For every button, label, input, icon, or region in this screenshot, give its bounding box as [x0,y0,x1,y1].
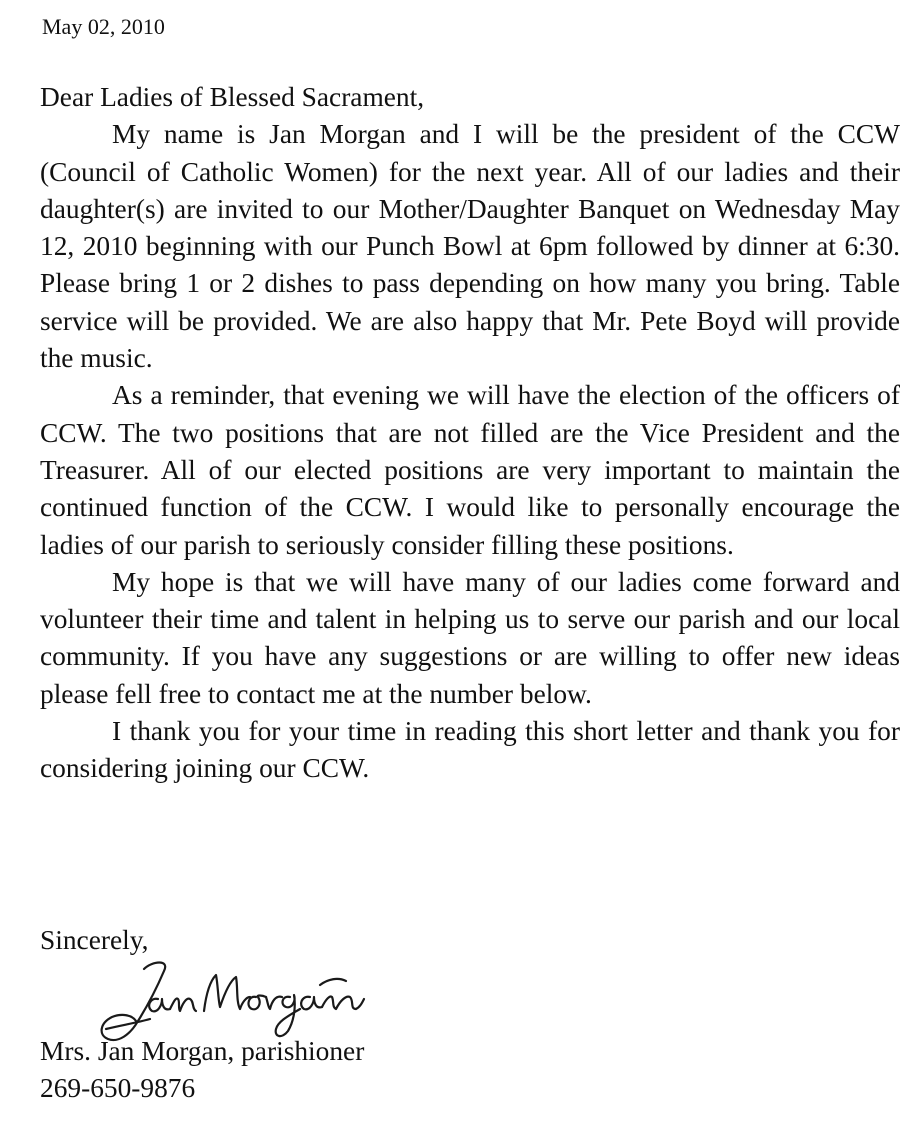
paragraph-volunteer: My hope is that we will have many of our ladies come forward and volunteer their time and talent in helping us to serve our parish and our local community. If you have any suggestions or are willing to offer new ideas please fell free to contact me at the number below. [40,566,900,709]
paragraph-intro: My name is Jan Morgan and I will be the president of the CCW (Council of Catholic Women) for the next year. All of our ladies and their daughter(s) are invited to our Mother/Daughter Banquet on Wednesday May 12, 2010 beginning with our Punch Bowl at 6pm followed by dinner at 6:30. Please bring 1 or 2 dishes to pass depending on how many you bring. Table service will be provided. We are also happy that Mr. Pete Boyd will provide the music. [40,119,900,374]
salutation: Dear Ladies of Blessed Sacrament, [40,82,425,112]
closing: Sincerely, [40,925,149,955]
signer-name: Mrs. Jan Morgan, parishioner [40,1036,365,1066]
letter-date: May 02, 2010 [42,14,165,39]
paragraph-thanks: I thank you for your time in reading this short letter and thank you for considering joining our CCW. [40,716,900,784]
phone-number: 269-650-9876 [40,1073,196,1103]
letter-body [40,79,900,788]
paragraph-election: As a reminder, that evening we will have the election of the officers of CCW. The two positions that are not filled are the Vice President and the Treasurer. All of our elected positions are very important to maintain the continued function of the CCW. I would like to personally encourage the ladies of our parish to seriously consider filling these positions. [40,380,900,560]
